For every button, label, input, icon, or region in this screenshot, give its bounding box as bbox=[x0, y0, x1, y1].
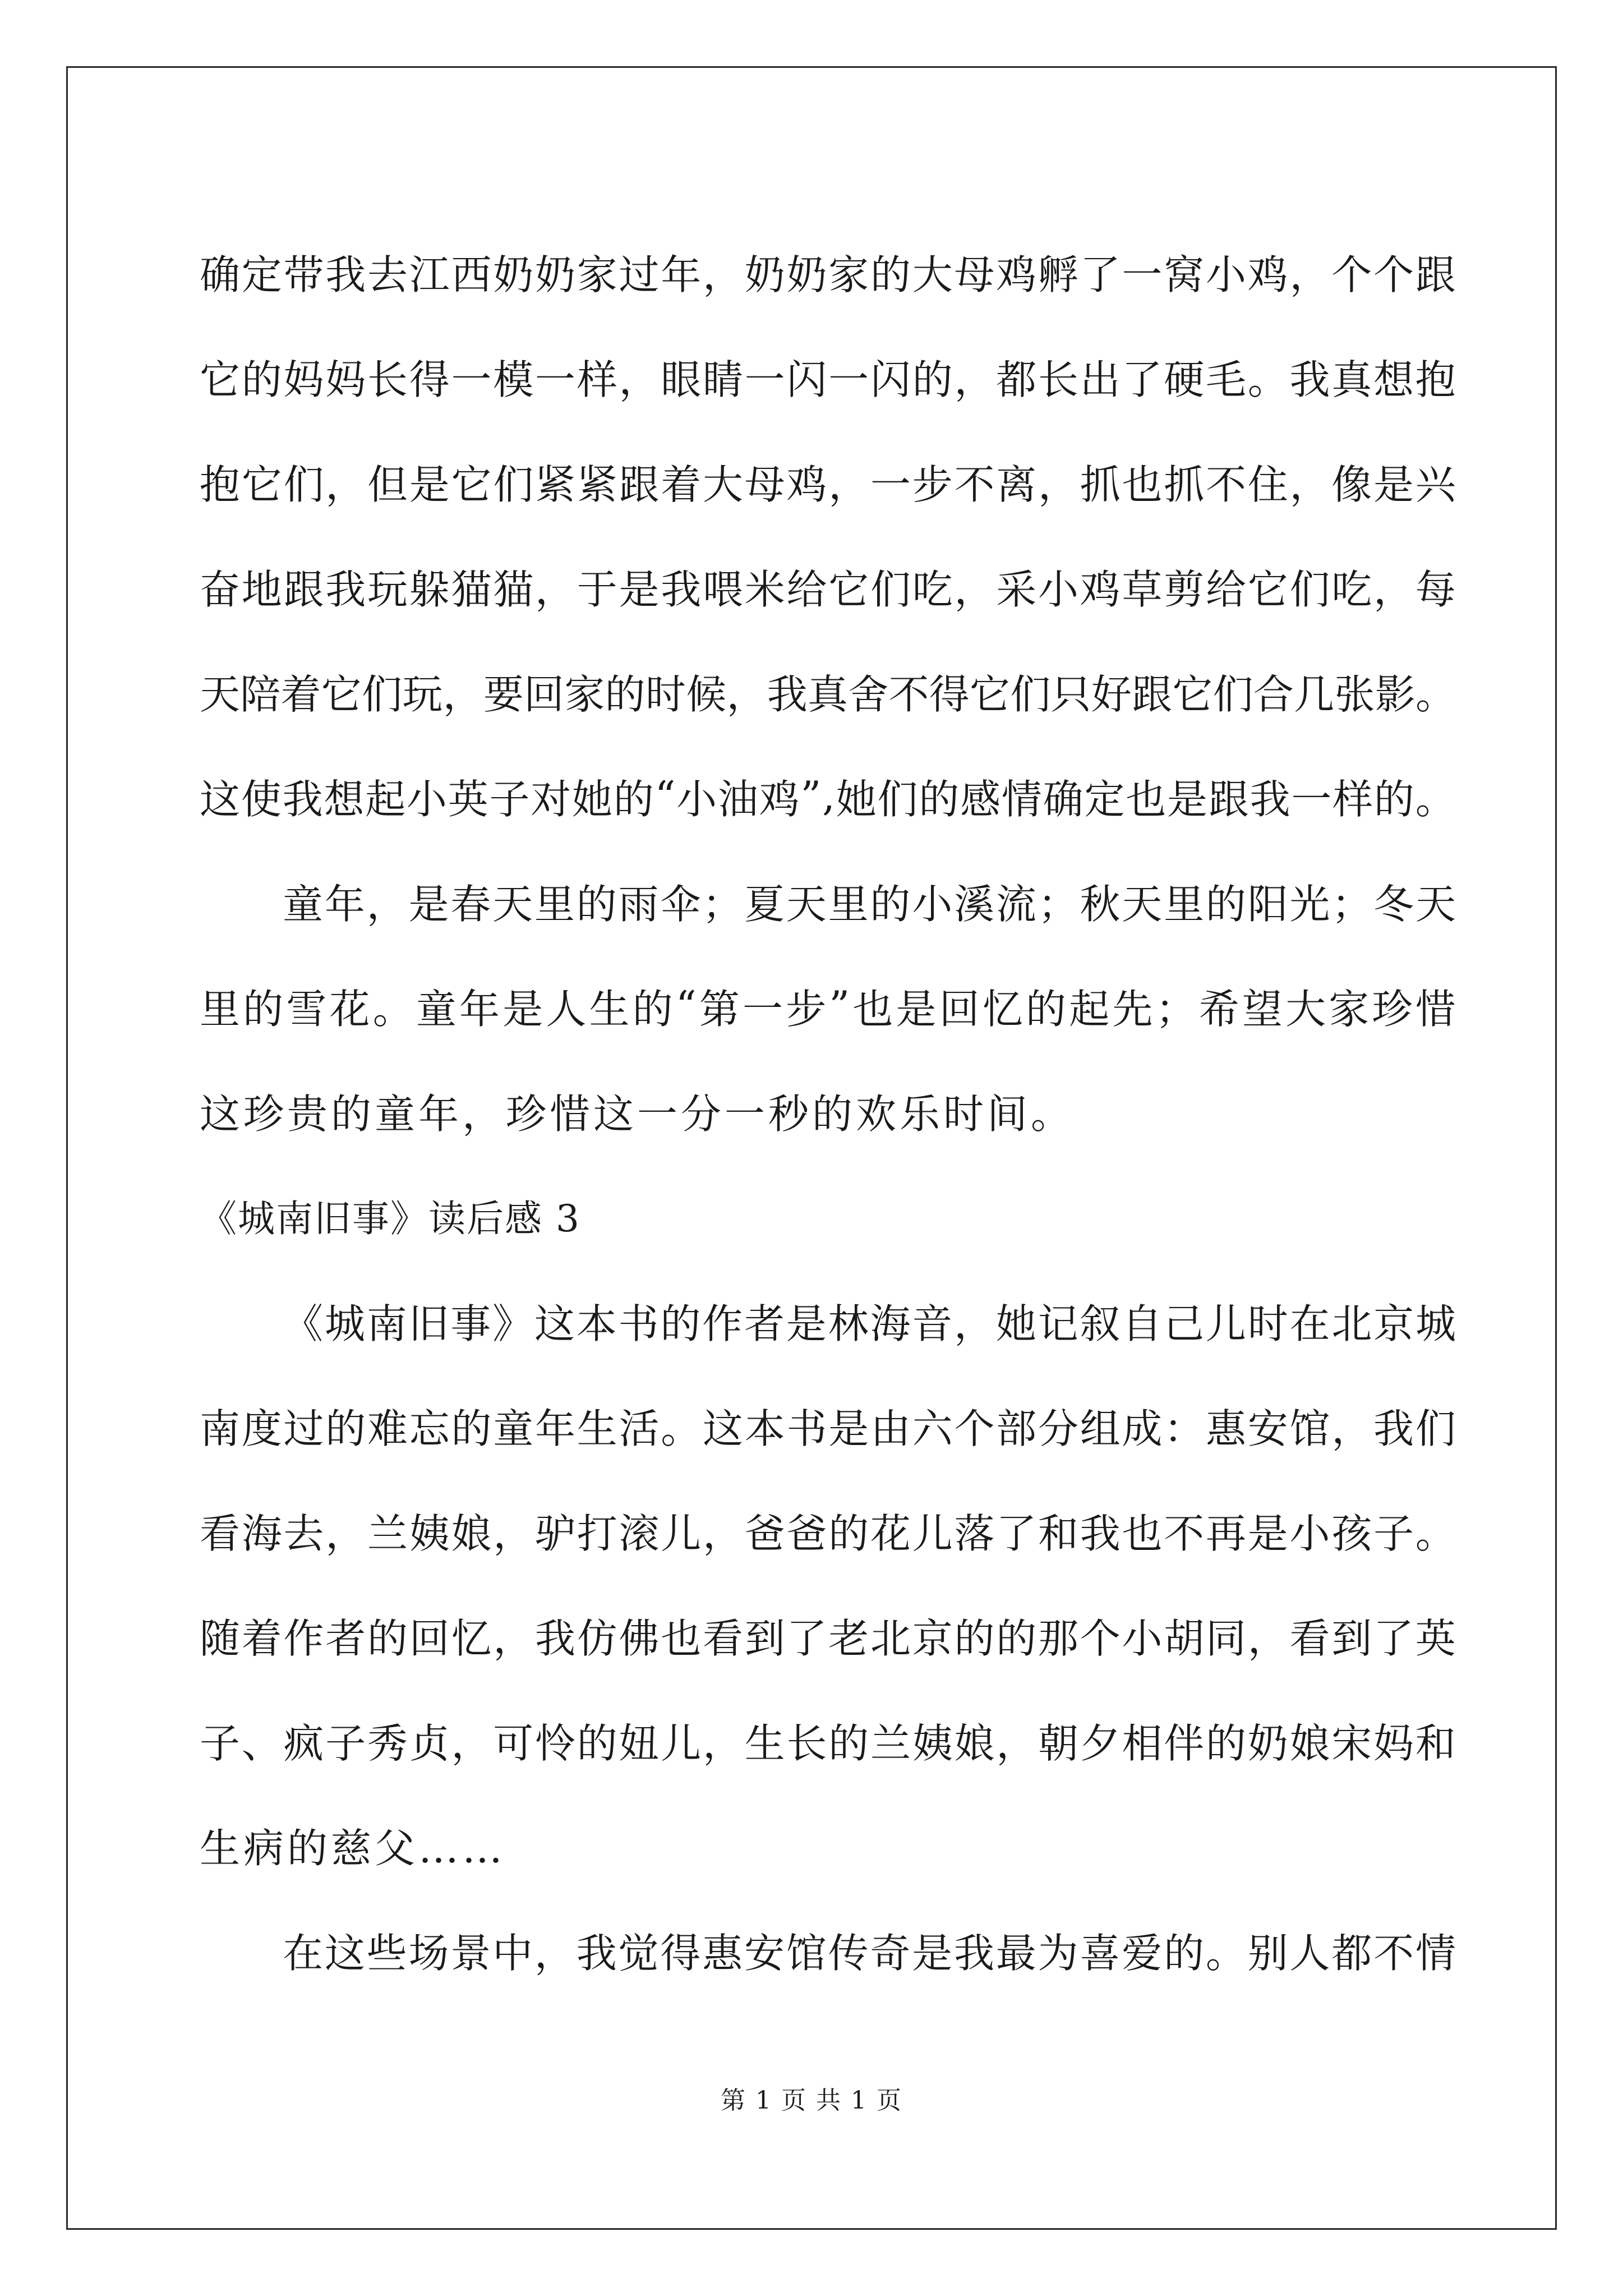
text-line: 里 的 雪 花 。 童 年 是 人 生 的 “ 第 一 步 ” 也 是 回 忆 的 起 先 ； 希 望 大 家 珍 惜 bbox=[200, 982, 1456, 1033]
text-line: 它 的 妈 妈 长 得 一 模 一 样 ， 眼 睛 一 闪 一 闪 的 ， 都 长 出 了 硬 毛 。 我 真 想 抱 bbox=[200, 356, 1456, 403]
text-line: 看 海 去 ， 兰 姨 娘 ， 驴 打 滚 儿 ， 爸 爸 的 花 儿 落 了 和 我 也 不 再 是 小 孩 子 。 bbox=[200, 1510, 1456, 1557]
text-line: 随 着 作 者 的 回 忆 ， 我 仿 佛 也 看 到 了 老 北 京 的 的 那 个 小 胡 同 ， 看 到 了 英 bbox=[200, 1614, 1456, 1662]
text-line: 这 使 我 想 起 小 英 子 对 她 的 “ 小 油 鸡 ” , 她 们 的 感 情 确 定 也 是 跟 我 一 样 的 。 bbox=[200, 772, 1456, 823]
text-line: 子 、 疯 子 秀 贞 ， 可 怜 的 妞 儿 ， 生 长 的 兰 姨 娘 ， 朝 夕 相 伴 的 奶 娘 宋 妈 和 bbox=[200, 1719, 1456, 1767]
page-number-footer: 第 1 页 共 1 页 bbox=[721, 2086, 902, 2115]
text-line: 抱 它 们 ， 但 是 它 们 紧 紧 跟 着 大 母 鸡 ， 一 步 不 离 ， 抓 也 抓 不 住 ， 像 是 兴 bbox=[200, 461, 1456, 508]
text-line: 在 这 些 场 景 中 ， 我 觉 得 惠 安 馆 传 奇 是 我 最 为 喜 爱 的 。 别 人 都 不 情 bbox=[283, 1929, 1456, 1977]
text-line: 这珍贵的童年，珍惜这一分一秒的欢乐时间。 bbox=[200, 1090, 1075, 1138]
text-line: 童 年 ， 是 春 天 里 的 雨 伞 ； 夏 天 里 的 小 溪 流 ； 秋 天 里 的 阳 光 ； 冬 天 bbox=[283, 880, 1456, 928]
text-line: 天 陪 着 它 们 玩 ， 要 回 家 的 时 候 ， 我 真 舍 不 得 它 们 只 好 跟 它 们 合 几 张 影 。 bbox=[200, 670, 1456, 718]
document-body bbox=[200, 219, 1456, 2002]
text-line: 生病的慈父…… bbox=[200, 1824, 506, 1872]
text-line: 《 城 南 旧 事 》 这 本 书 的 作 者 是 林 海 音 ， 她 记 叙 自 己 儿 时 在 北 京 城 bbox=[283, 1300, 1456, 1347]
text-line: 南 度 过 的 难 忘 的 童 年 生 活 。 这 本 书 是 由 六 个 部 分 组 成 ： 惠 安 馆 ， 我 们 bbox=[200, 1405, 1456, 1452]
text-line: 确 定 带 我 去 江 西 奶 奶 家 过 年 ， 奶 奶 家 的 大 母 鸡 孵 了 一 窝 小 鸡 ， 个 个 跟 bbox=[200, 251, 1456, 298]
text-line: 奋 地 跟 我 玩 躲 猫 猫 ， 于 是 我 喂 米 给 它 们 吃 ， 采 小 鸡 草 剪 给 它 们 吃 ， 每 bbox=[200, 565, 1456, 613]
section-heading: 《城南旧事》读后感 3 bbox=[200, 1197, 580, 1240]
